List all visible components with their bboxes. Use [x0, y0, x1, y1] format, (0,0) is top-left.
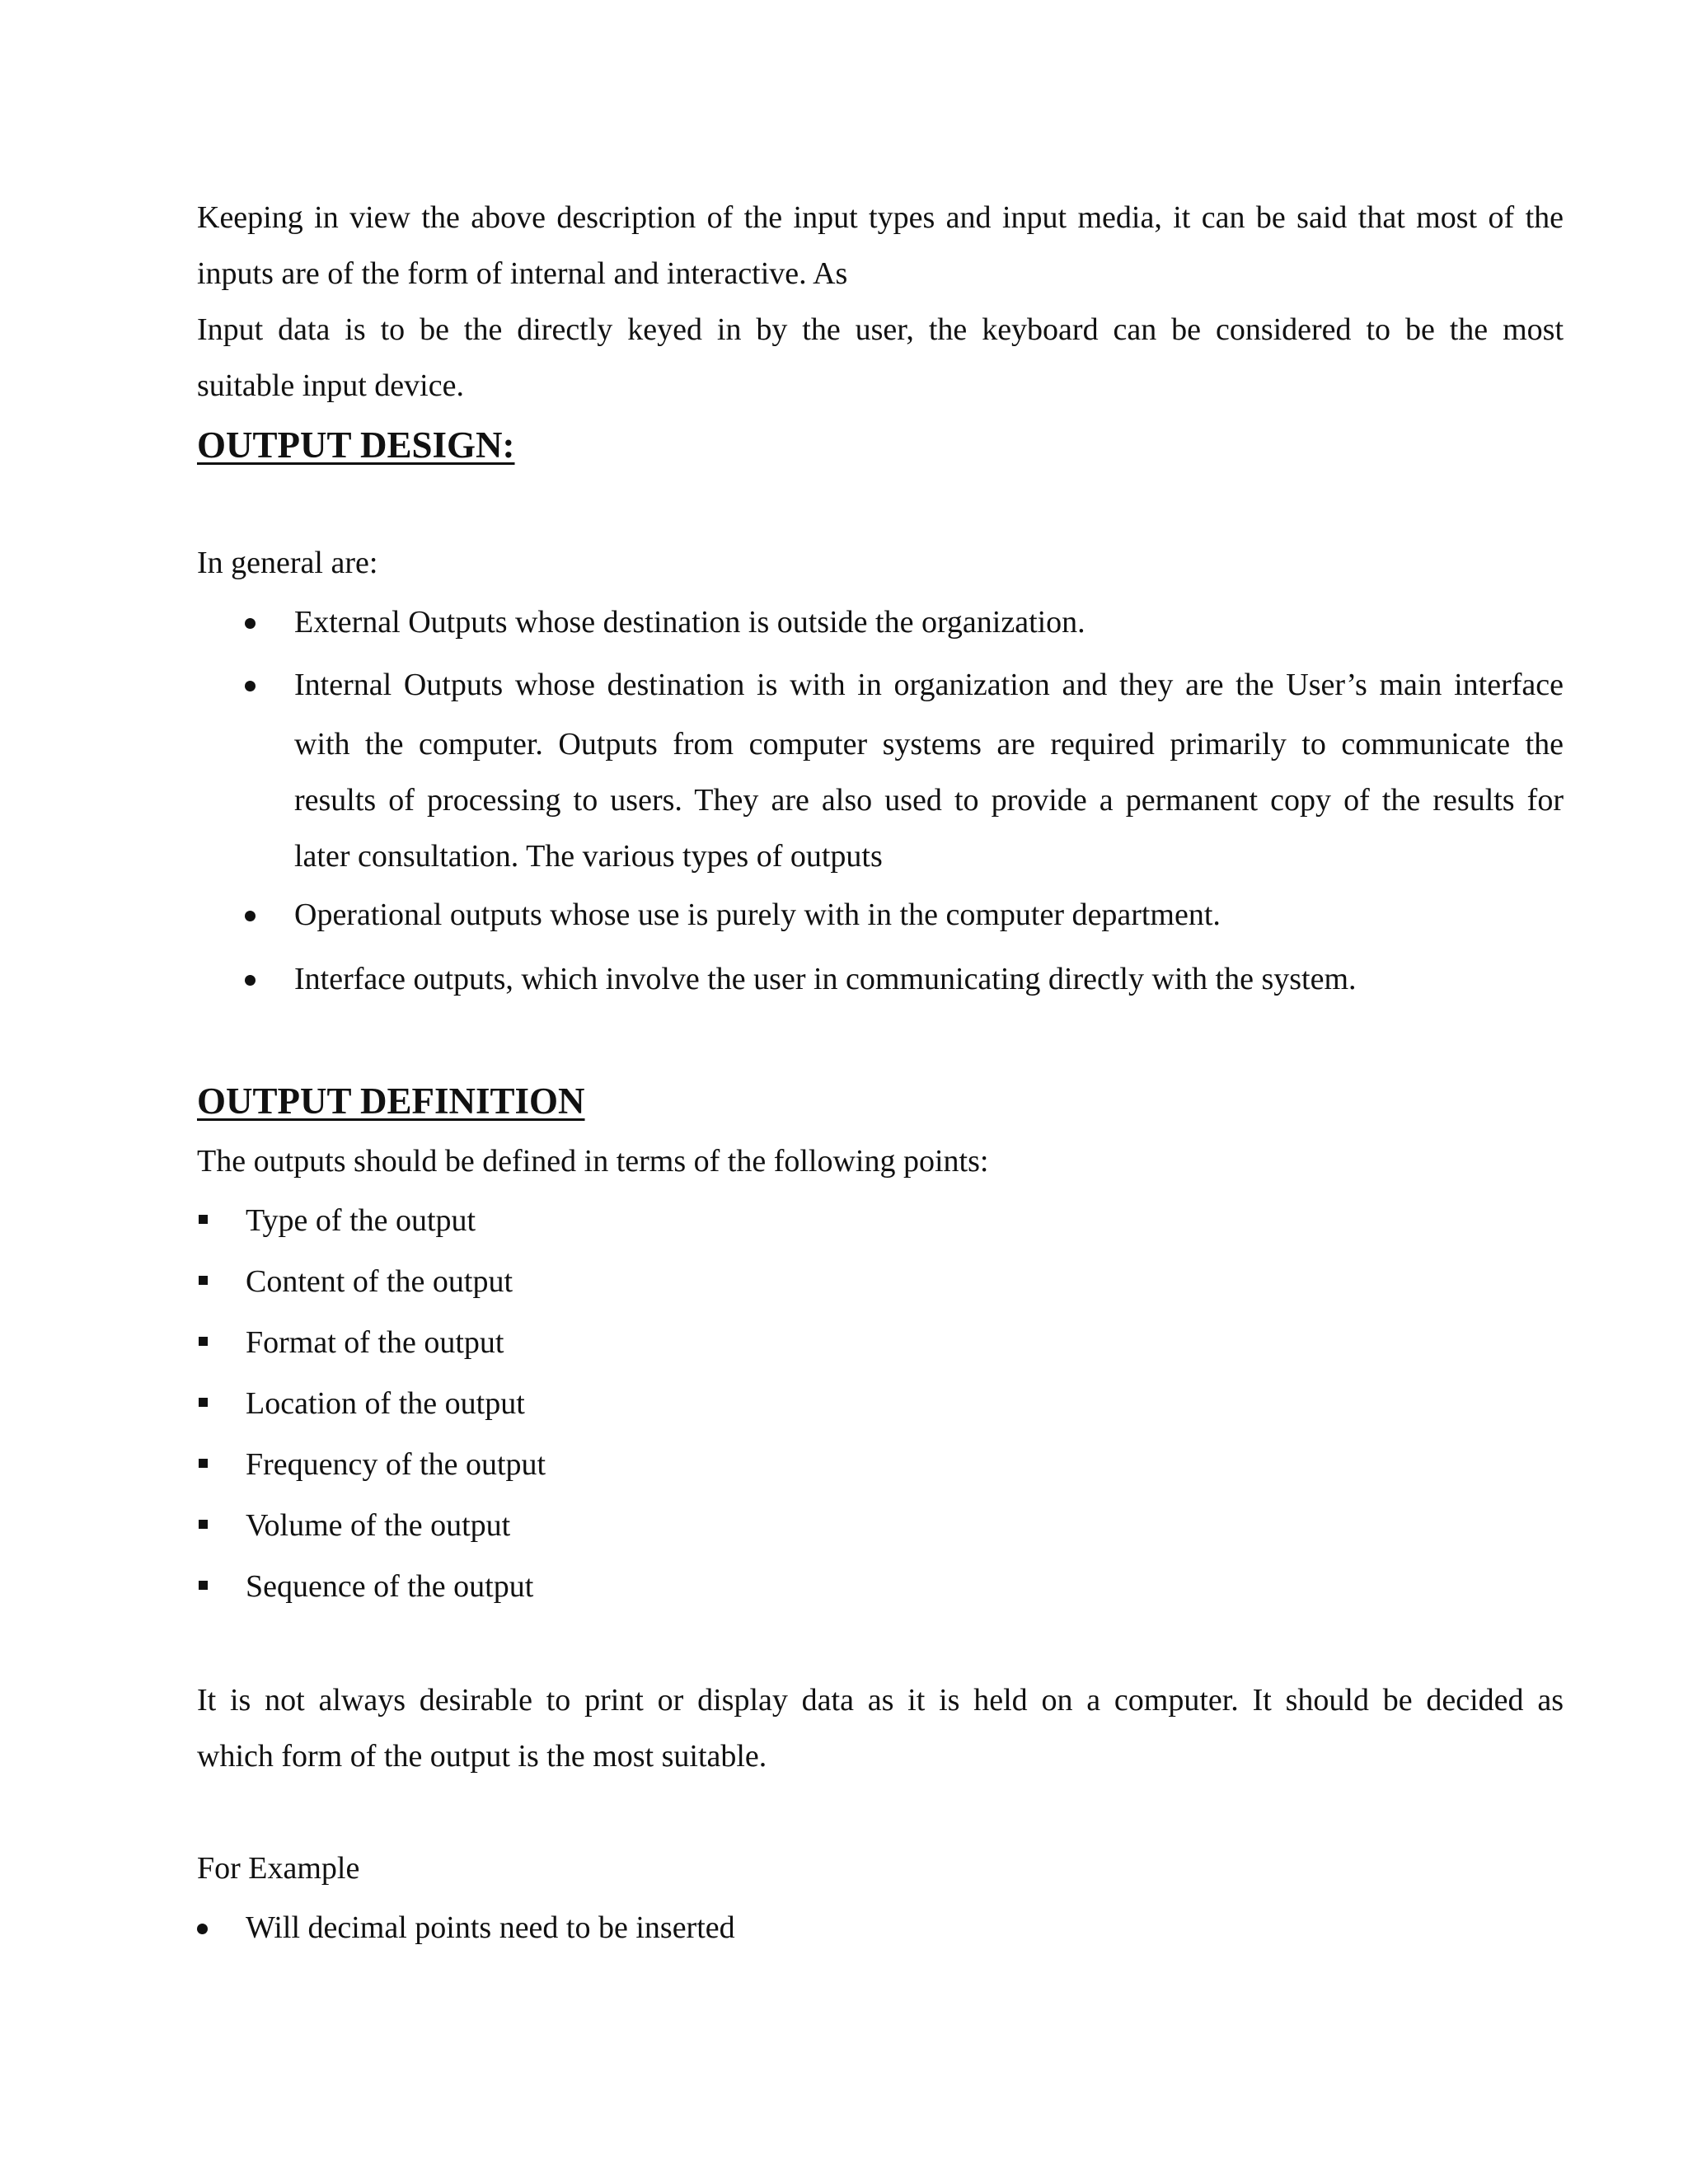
- intro-line-1: Keeping in view the above description of the input types and input media, it can be said that most of the: [197, 200, 1564, 235]
- output-design-bullet-1: External Outputs whose destination is outside the organization.: [294, 605, 1085, 640]
- bullet-dot: [245, 975, 256, 986]
- square-bullet: [199, 1581, 208, 1590]
- output-design-bullet-4: Interface outputs, which involve the user in communicating directly with the system.: [294, 962, 1357, 996]
- intro-line-2: inputs are of the form of internal and interactive. As: [197, 256, 848, 291]
- square-bullet: [199, 1459, 208, 1468]
- bullet-dot: [245, 618, 256, 629]
- example-lead: For Example: [197, 1851, 360, 1886]
- output-design-bullet-2-line-3: results of processing to users. They are also used to provide a permanent copy of the results for: [294, 783, 1564, 818]
- closing-line-2: which form of the output is the most suitable.: [197, 1739, 767, 1774]
- intro-line-3: Input data is to be the directly keyed in by the user, the keyboard can be considered to be the most: [197, 312, 1564, 347]
- square-bullet: [199, 1398, 208, 1407]
- bullet-dot: [245, 911, 256, 921]
- output-definition-point: Content of the output: [246, 1264, 513, 1299]
- output-definition-point: Location of the output: [246, 1386, 525, 1421]
- output-definition-point: Frequency of the output: [246, 1447, 546, 1482]
- example-bullet-1: Will decimal points need to be inserted: [246, 1910, 735, 1945]
- output-definition-point: Volume of the output: [246, 1508, 511, 1543]
- bullet-dot: [245, 681, 256, 691]
- output-definition-heading: OUTPUT DEFINITION: [197, 1080, 585, 1122]
- output-definition-point: Sequence of the output: [246, 1569, 534, 1604]
- square-bullet: [199, 1276, 208, 1285]
- closing-line-1: It is not always desirable to print or display data as it is held on a computer. It should be decided as: [197, 1683, 1564, 1718]
- square-bullet: [199, 1215, 208, 1224]
- square-bullet: [199, 1520, 208, 1529]
- output-design-bullet-2-line-2: with the computer. Outputs from computer systems are required primarily to communicate the: [294, 727, 1564, 762]
- output-design-heading: OUTPUT DESIGN:: [197, 424, 515, 466]
- output-definition-lead: The outputs should be defined in terms of the following points:: [197, 1144, 989, 1179]
- output-definition-point: Type of the output: [246, 1203, 476, 1238]
- output-definition-point: Format of the output: [246, 1325, 504, 1360]
- square-bullet: [199, 1337, 208, 1346]
- bullet-dot: [197, 1924, 208, 1934]
- output-design-bullet-2-line-1: Internal Outputs whose destination is with in organization and they are the User’s main interface: [294, 668, 1564, 702]
- output-design-bullet-3: Operational outputs whose use is purely with in the computer department.: [294, 898, 1221, 932]
- intro-line-4: suitable input device.: [197, 368, 464, 403]
- output-design-lead: In general are:: [197, 546, 378, 580]
- output-design-bullet-2-line-4: later consultation. The various types of outputs: [294, 839, 883, 874]
